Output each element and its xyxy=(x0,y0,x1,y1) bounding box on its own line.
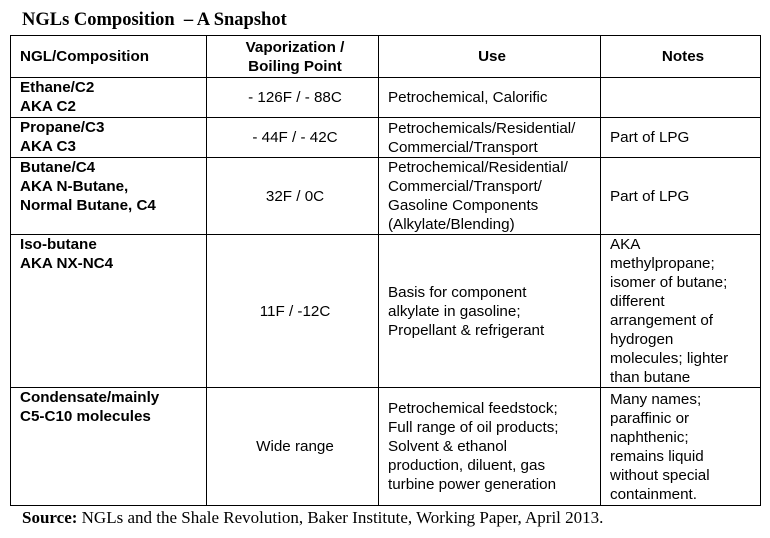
notes-cell xyxy=(601,158,761,235)
notes-cell-line: methylpropane; xyxy=(610,255,715,272)
notes-cell-line: Many names; xyxy=(610,390,702,408)
use-cell-line: Petrochemical/Residential/ xyxy=(388,159,568,176)
notes-cell xyxy=(601,235,761,388)
header-boiling-line1: Vaporization / xyxy=(245,38,345,56)
use-cell xyxy=(379,388,601,506)
header-boiling-point xyxy=(207,36,379,78)
use-cell-line: Commercial/Transport xyxy=(388,138,538,156)
table-row xyxy=(11,78,761,118)
notes-cell-line: different xyxy=(610,293,665,310)
boiling-point-cell: Wide range xyxy=(207,388,379,506)
notes-cell-line: Part of LPG xyxy=(610,129,690,146)
composition-cell-line: AKA N-Butane, xyxy=(20,178,129,195)
notes-cell-line: Part of LPG xyxy=(610,187,690,205)
composition-cell-line: C5-C10 molecules xyxy=(20,408,151,425)
boiling-point-cell: 32F / 0C xyxy=(207,158,379,235)
use-cell-line: turbine power generation xyxy=(388,476,557,493)
notes-cell-line: paraffinic or xyxy=(610,409,690,427)
boiling-point-cell: 11F / -12C xyxy=(207,235,379,388)
notes-cell-line: without special xyxy=(610,466,710,484)
notes-cell-line: molecules; lighter xyxy=(610,350,729,367)
table-row xyxy=(11,158,761,235)
use-cell-line: Basis for component xyxy=(388,283,527,301)
notes-cell-line: remains liquid xyxy=(610,447,704,465)
notes-cell-line: arrangement of xyxy=(610,312,713,329)
boiling-point-cell: - 44F / - 42C xyxy=(207,118,379,158)
composition-cell-line: Condensate/mainly xyxy=(20,389,160,406)
table-row xyxy=(11,118,761,158)
source-citation xyxy=(22,508,603,528)
composition-cell-line: Ethane/C2 xyxy=(20,79,95,96)
header-row xyxy=(11,36,761,78)
composition-cell-line: Normal Butane, C4 xyxy=(20,197,156,214)
header-boiling-line2: Boiling Point xyxy=(248,57,342,75)
use-cell-line: Commercial/Transport/ xyxy=(388,178,542,195)
ngl-table xyxy=(10,35,761,506)
composition-cell-line: Iso-butane xyxy=(20,236,97,253)
header-composition: NGL/Composition xyxy=(11,36,207,78)
use-cell-line: Solvent & ethanol xyxy=(388,438,508,455)
composition-cell-line: AKA C2 xyxy=(20,98,76,115)
composition-cell xyxy=(11,235,207,388)
use-cell xyxy=(379,235,601,388)
notes-cell-line: hydrogen xyxy=(610,331,674,348)
composition-cell-line: AKA NX-NC4 xyxy=(20,255,114,272)
use-cell xyxy=(379,78,601,118)
composition-cell xyxy=(11,388,207,506)
header-notes: Notes xyxy=(601,36,761,78)
boiling-point-cell: - 126F / - 88C xyxy=(207,78,379,118)
use-cell-line: Propellant & refrigerant xyxy=(388,321,545,339)
composition-cell-line: Butane/C4 xyxy=(20,159,96,176)
composition-cell xyxy=(11,158,207,235)
use-cell-line: Full range of oil products; xyxy=(388,419,559,436)
composition-cell xyxy=(11,118,207,158)
notes-cell-line: isomer of butane; xyxy=(610,274,728,291)
composition-cell-line: AKA C3 xyxy=(20,138,76,155)
use-cell-line: Gasoline Components xyxy=(388,197,539,214)
use-cell-line: Petrochemical feedstock; xyxy=(388,400,558,417)
source-label: Source: xyxy=(22,508,78,527)
notes-cell-line: containment. xyxy=(610,485,697,503)
notes-cell-line: than butane xyxy=(610,369,691,386)
use-cell xyxy=(379,118,601,158)
notes-cell xyxy=(601,388,761,506)
source-text: NGLs and the Shale Revolution, Baker Institute, Working Paper, April 2013. xyxy=(77,508,604,527)
notes-cell xyxy=(601,78,761,118)
use-cell xyxy=(379,158,601,235)
use-cell-line: (Alkylate/Blending) xyxy=(388,216,515,233)
page-title: NGLs Composition – A Snapshot xyxy=(22,10,287,30)
notes-cell-line: AKA xyxy=(610,236,641,253)
header-use: Use xyxy=(379,36,601,78)
table-row xyxy=(11,235,761,388)
use-cell-line: alkylate in gasoline; xyxy=(388,302,521,320)
notes-cell xyxy=(601,118,761,158)
use-cell-line: production, diluent, gas xyxy=(388,457,546,474)
use-cell-line: Petrochemicals/Residential/ xyxy=(388,119,576,137)
use-cell-line: Petrochemical, Calorific xyxy=(388,89,548,106)
notes-cell-line: naphthenic; xyxy=(610,428,689,446)
composition-cell xyxy=(11,78,207,118)
composition-cell-line: Propane/C3 xyxy=(20,119,105,136)
table-row xyxy=(11,388,761,506)
